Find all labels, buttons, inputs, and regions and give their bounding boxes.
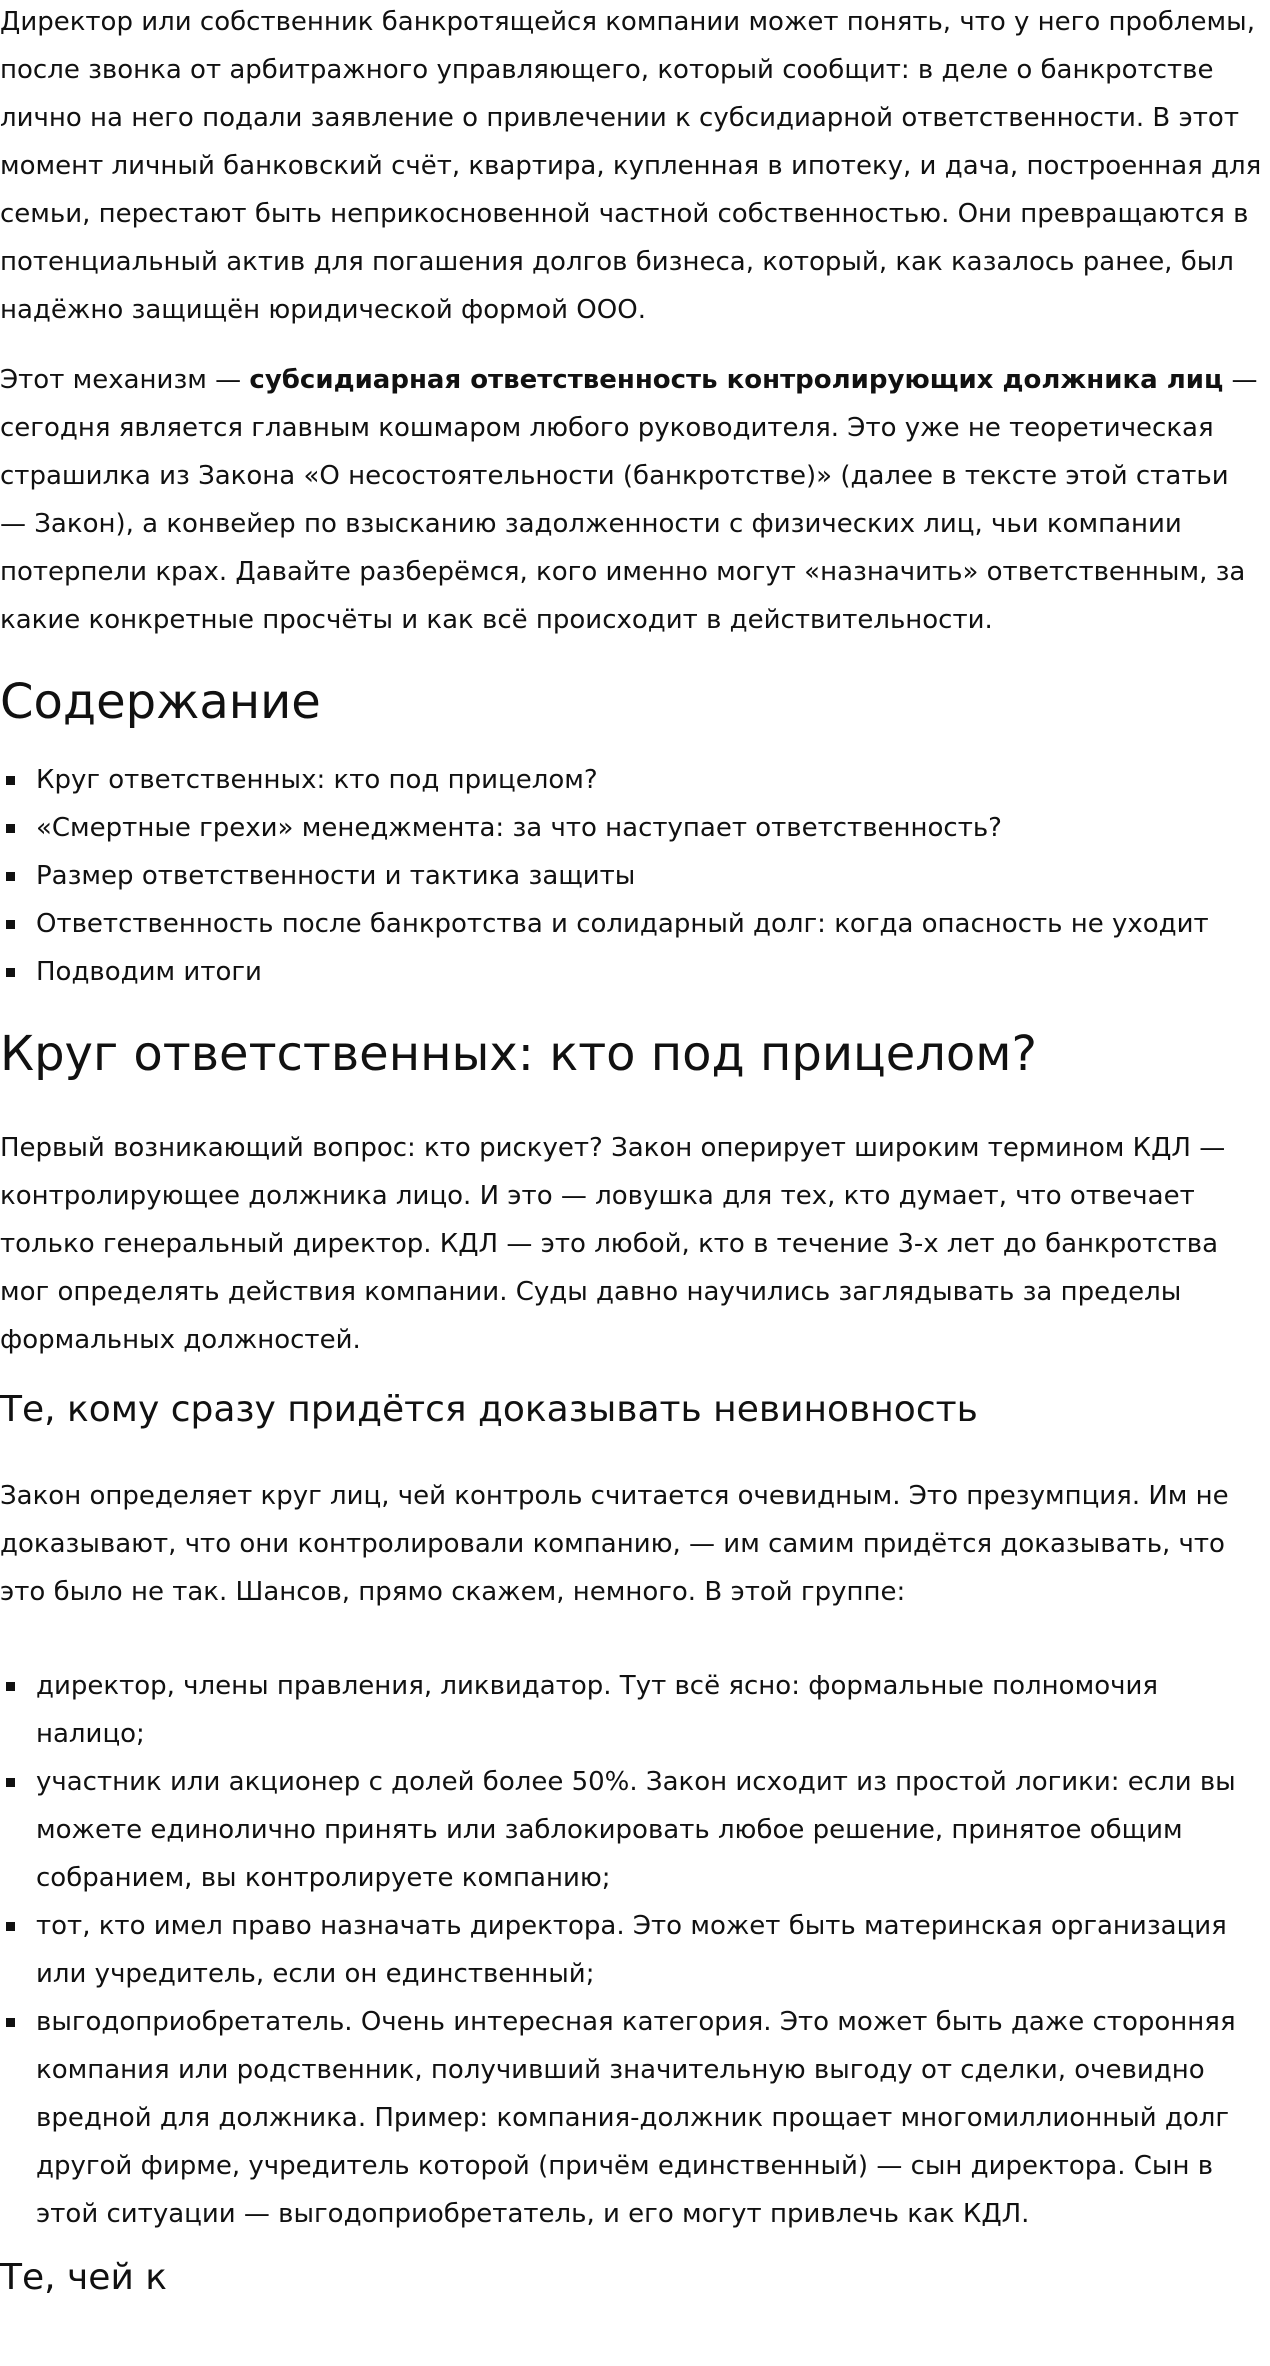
- subsection-title: Те, кому сразу придётся доказывать невиновность: [0, 1389, 978, 1430]
- list-item-text: участник или акционер с долей более 50%. Закон исходит из простой логики: если вы можете единолично принять или заблокировать любое решение, принятое общим собранием, вы контролируете компанию;: [36, 1767, 1236, 1893]
- toc-item-label[interactable]: Размер ответственности и тактика защиты: [36, 861, 636, 891]
- bullet-icon: [6, 776, 15, 785]
- list-item: [0, 1902, 1262, 1998]
- list-item: [0, 1998, 1262, 2238]
- intro-paragraph-2-end: — сегодня является главным кошмаром любого руководителя. Это уже не теоретическая страшилка из Закона «О несостоятельности (банкротстве)» (далее в тексте этой статьи — Закон), а конвейер по взысканию задолженности с физических лиц, чьи компании потерпели крах. Давайте разберёмся, кого именно могут «назначить» ответственным, за какие конкретные просчёты и как всё происходит в действительности.: [0, 365, 1258, 635]
- list-item-text: тот, кто имел право назначать директора. Это может быть материнская организация или учредитель, если он единственный;: [36, 1911, 1227, 1989]
- list-item-text: выгодоприобретатель. Очень интересная категория. Это может быть даже сторонняя компания или родственник, получивший значительную выгоду от сделки, очевидно вредной для должника. Пример: компания-должник прощает многомиллионный долг другой фирме, учредитель которой (причём единственный) — сын директора. Сын в этой ситуации — выгодоприобретатель, и его могут привлечь как КДЛ.: [36, 2007, 1236, 2229]
- list-item: [0, 1758, 1262, 1902]
- toc-item-after-bankruptcy[interactable]: [0, 900, 1262, 948]
- bullet-icon: [6, 1682, 15, 1691]
- bullet-icon: [6, 872, 15, 881]
- bullet-icon: [6, 1922, 15, 1931]
- bullet-icon: [6, 920, 15, 929]
- intro-paragraph-1: Директор или собственник банкротящейся компании может понять, что у него проблемы, после звонка от арбитражного управляющего, который сообщит: в деле о банкротстве лично на него подали заявление о привлечении к субсидиарной ответственности. В этот момент личный банковский счёт, квартира, купленная в ипотеку, и дача, построенная для семьи, перестают быть неприкосновенной частной собственностью. Они превращаются в потенциальный актив для погашения долгов бизнеса, который, как казалось ранее, был надёжно защищён юридической формой ООО.: [0, 7, 1262, 325]
- toc-item-deadly-sins[interactable]: [0, 804, 1262, 852]
- bullet-icon: [6, 1778, 15, 1787]
- bullet-icon: [6, 968, 15, 977]
- toc-item-liability-size[interactable]: [0, 852, 1262, 900]
- toc-title: Содержание: [0, 674, 321, 730]
- subsection-title-partial: Те, чей к: [0, 2257, 168, 2298]
- toc-item-responsible-circle[interactable]: [0, 756, 1262, 804]
- list-item: [0, 1662, 1262, 1758]
- toc-item-label[interactable]: Подводим итоги: [36, 957, 262, 987]
- section-title: Круг ответственных: кто под прицелом?: [0, 1026, 1037, 1082]
- kdl-list: [0, 1662, 1262, 2238]
- subsection-paragraph: Закон определяет круг лиц, чей контроль считается очевидным. Это презумпция. Им не доказывают, что они контролировали компанию, — им самим придётся доказывать, что это было не так. Шансов, прямо скажем, немного. В этой группе:: [0, 1481, 1229, 1607]
- list-item-text: директор, члены правления, ликвидатор. Тут всё ясно: формальные полномочия налицо;: [36, 1671, 1158, 1749]
- intro-paragraph-2: [0, 356, 1262, 644]
- bullet-icon: [6, 2018, 15, 2027]
- bullet-icon: [6, 824, 15, 833]
- toc-item-label[interactable]: Ответственность после банкротства и солидарный долг: когда опасность не уходит: [36, 909, 1209, 939]
- intro-paragraph-2-bold: субсидиарная ответственность контролирующих должника лиц: [249, 365, 1224, 395]
- intro-paragraph-2-start: Этот механизм —: [0, 365, 250, 395]
- section-paragraph: Первый возникающий вопрос: кто рискует? Закон оперирует широким термином КДЛ — контролирующее должника лицо. И это — ловушка для тех, кто думает, что отвечает только генеральный директор. КДЛ — это любой, кто в течение 3-х лет до банкротства мог определять действия компании. Суды давно научились заглядывать за пределы формальных должностей.: [0, 1133, 1226, 1355]
- toc-list: [0, 756, 1262, 996]
- toc-item-summary[interactable]: [0, 948, 1262, 996]
- toc-item-label[interactable]: «Смертные грехи» менеджмента: за что наступает ответственность?: [36, 813, 1002, 843]
- toc-item-label[interactable]: Круг ответственных: кто под прицелом?: [36, 765, 598, 795]
